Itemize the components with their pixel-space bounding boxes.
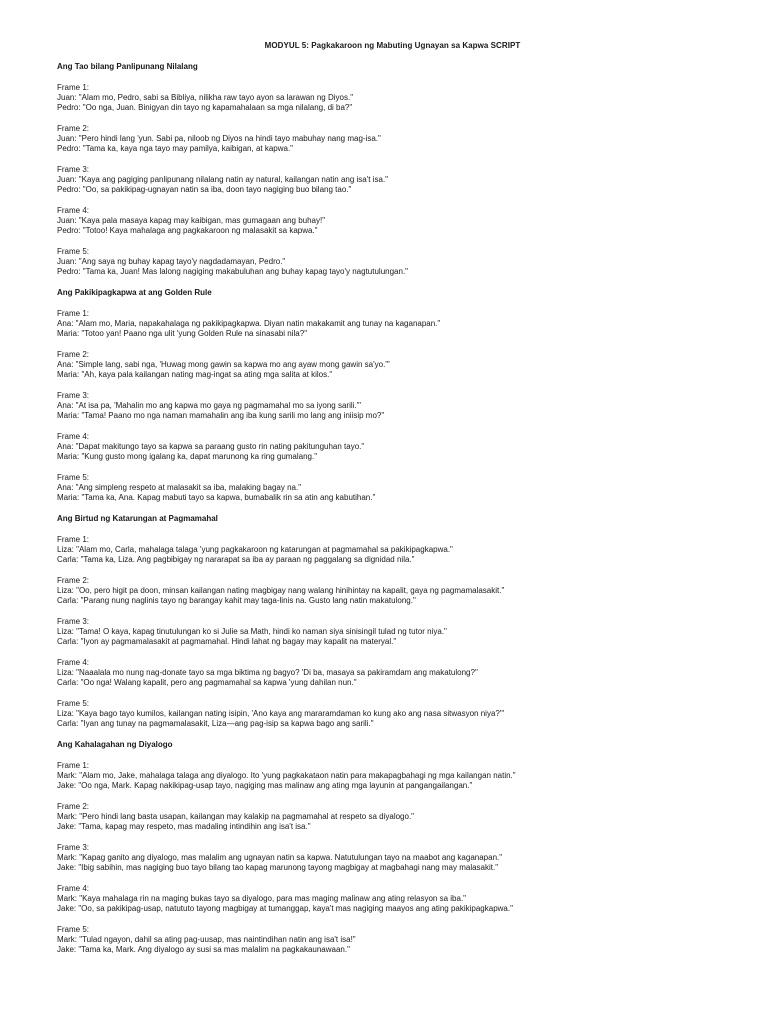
frame-label: Frame 1:: [57, 535, 90, 544]
dialogue-line: Jake: "Tama ka, Mark. Ang diyalogo ay susi sa mas malalim na pagkakaunawaan.": [57, 945, 350, 954]
frame-label: Frame 4:: [57, 206, 90, 215]
dialogue-frame: [57, 617, 728, 647]
frame-label: Frame 2:: [57, 350, 90, 359]
dialogue-line: Ana: "Ang simpleng respeto at malasakit sa iba, malaking bagay na.": [57, 483, 302, 492]
frame-label: Frame 3:: [57, 843, 90, 852]
dialogue-line: Liza: "Naaalala mo nung nag-donate tayo sa mga biktima ng bagyo? 'Di ba, masaya sa pakiramdam ang makatulong?": [57, 668, 478, 677]
dialogue-line: Jake: "Tama, kapag may respeto, mas madaling intindihin ang isa't isa.": [57, 822, 311, 831]
dialogue-line: Maria: "Tama! Paano mo nga naman mamahalin ang iba kung sarili mo lang ang iniisip mo?": [57, 411, 385, 420]
dialogue-line: Ana: "At isa pa, 'Mahalin mo ang kapwa mo gaya ng pagmamahal mo sa iyong sarili.'": [57, 401, 362, 410]
dialogue-line: Jake: "Oo, sa pakikipag-usap, natututo tayong magbigay at tumanggap, kaya't mas nagiging maayos ang ating pakikipagkapwa.": [57, 904, 513, 913]
dialogue-line: Mark: "Tulad ngayon, dahil sa ating pag-uusap, mas naintindihan natin ang isa't isa!": [57, 935, 356, 944]
dialogue-line: Ana: "Alam mo, Maria, napakahalaga ng pakikipagkapwa. Diyan natin makakamit ang tunay na kaganapan.": [57, 319, 441, 328]
dialogue-line: Carla: "Iyan ang tunay na pagmamalasakit, Liza—ang pag-isip sa kapwa bago ang sarili.": [57, 719, 374, 728]
frame-label: Frame 5:: [57, 473, 90, 482]
script-section: [57, 288, 728, 503]
dialogue-frame: [57, 576, 728, 606]
frame-label: Frame 2:: [57, 124, 90, 133]
dialogue-line: Carla: "Oo nga! Walang kapalit, pero ang pagmamahal sa kapwa 'yung dahilan nun.": [57, 678, 357, 687]
dialogue-frame: [57, 165, 728, 195]
frame-label: Frame 3:: [57, 391, 90, 400]
frame-label: Frame 3:: [57, 617, 90, 626]
dialogue-line: Carla: "Tama ka, Liza. Ang pagbibigay ng nararapat sa iba ay paraan ng paggalang sa dignidad nila.": [57, 555, 415, 564]
dialogue-frame: [57, 802, 728, 832]
dialogue-frame: [57, 843, 728, 873]
frame-label: Frame 5:: [57, 925, 90, 934]
dialogue-line: Ana: "Dapat makitungo tayo sa kapwa sa paraang gusto rin nating pakitunguhan tayo.": [57, 442, 365, 451]
dialogue-line: Jake: "Oo nga, Mark. Kapag nakikipag-usap tayo, nagiging mas malinaw ang ating mga layunin at pangangailangan.": [57, 781, 473, 790]
dialogue-line: Mark: "Kapag ganito ang diyalogo, mas malalim ang ugnayan natin sa kapwa. Natutulungan tayo na maabot ang kaganapan.": [57, 853, 503, 862]
dialogue-line: Ana: "Simple lang, sabi nga, 'Huwag mong gawin sa kapwa mo ang ayaw mong gawin sa'yo.'": [57, 360, 390, 369]
dialogue-frame: [57, 124, 728, 154]
dialogue-frame: [57, 535, 728, 565]
dialogue-line: Maria: "Tama ka, Ana. Kapag mabuti tayo sa kapwa, bumabalik rin sa atin ang kabutihan.": [57, 493, 376, 502]
frame-label: Frame 1:: [57, 83, 90, 92]
script-section: [57, 740, 728, 955]
dialogue-line: Maria: "Kung gusto mong igalang ka, dapat marunong ka ring gumalang.": [57, 452, 318, 461]
frame-label: Frame 1:: [57, 761, 90, 770]
dialogue-line: Pedro: "Oo nga, Juan. Binigyan din tayo ng kapamahalaan sa mga nilalang, di ba?": [57, 103, 353, 112]
frame-label: Frame 2:: [57, 576, 90, 585]
dialogue-frame: [57, 432, 728, 462]
dialogue-line: Jake: "Ibig sabihin, mas nagiging buo tayo bilang tao kapag marunong tayong magbigay at magbahagi nang may malasakit.": [57, 863, 499, 872]
dialogue-line: Mark: "Pero hindi lang basta usapan, kailangan may kalakip na pagmamahal at respeto sa diyalogo.": [57, 812, 415, 821]
dialogue-frame: [57, 473, 728, 503]
dialogue-line: Liza: "Alam mo, Carla, mahalaga talaga 'yung pagkakaroon ng katarungan at pagmamahal sa pakikipagkapwa.": [57, 545, 453, 554]
document-title: MODYUL 5: Pagkakaroon ng Mabuting Ugnayan sa Kapwa SCRIPT: [264, 41, 521, 50]
frame-label: Frame 1:: [57, 309, 90, 318]
dialogue-line: Mark: "Alam mo, Jake, mahalaga talaga ang diyalogo. Ito 'yung pagkakataon natin para makapagbahagi ng mga kailangan natin.": [57, 771, 516, 780]
section-heading: Ang Tao bilang Panlipunang Nilalang: [57, 62, 198, 71]
frame-label: Frame 2:: [57, 802, 90, 811]
dialogue-line: Maria: "Totoo yan! Paano nga ulit 'yung Golden Rule na sinasabi nila?": [57, 329, 308, 338]
dialogue-line: Juan: "Kaya ang pagiging panlipunang nilalang natin ay natural, kailangan natin ang isa't isa.": [57, 175, 389, 184]
frame-label: Frame 4:: [57, 884, 90, 893]
dialogue-line: Liza: "Oo, pero higit pa doon, minsan kailangan nating magbigay nang walang hinihintay na kapalit, gaya ng pagmamalasakit.": [57, 586, 505, 595]
dialogue-line: Liza: "Tama! O kaya, kapag tinutulungan ko si Julie sa Math, hindi ko naman siya sinisingil tulad ng tutor niya.": [57, 627, 447, 636]
dialogue-frame: [57, 761, 728, 791]
frame-label: Frame 4:: [57, 658, 90, 667]
script-section: [57, 514, 728, 729]
dialogue-frame: [57, 83, 728, 113]
dialogue-line: Juan: "Kaya pala masaya kapag may kaibigan, mas gumagaan ang buhay!": [57, 216, 326, 225]
dialogue-frame: [57, 699, 728, 729]
frame-label: Frame 4:: [57, 432, 90, 441]
dialogue-line: Mark: "Kaya mahalaga rin na maging bukas tayo sa diyalogo, para mas maging malinaw ang ating relasyon sa iba.": [57, 894, 467, 903]
script-section: [57, 62, 728, 277]
dialogue-line: Carla: "Iyon ay pagmamalasakit at pagmamahal. Hindi lahat ng bagay may kapalit na materyal.": [57, 637, 397, 646]
frame-label: Frame 5:: [57, 247, 90, 256]
dialogue-frame: [57, 206, 728, 236]
dialogue-line: Pedro: "Totoo! Kaya mahalaga ang pagkakaroon ng malasakit sa kapwa.": [57, 226, 318, 235]
dialogue-line: Carla: "Parang nung naglinis tayo ng barangay kahit may taga-linis na. Gusto lang natin makatulong.": [57, 596, 416, 605]
dialogue-line: Liza: "Kaya bago tayo kumilos, kailangan nating isipin, 'Ano kaya ang mararamdaman ko kung ako ang nasa sitwasyon niya?'": [57, 709, 505, 718]
section-heading: Ang Pakikipagkapwa at ang Golden Rule: [57, 288, 212, 297]
dialogue-line: Juan: "Alam mo, Pedro, sabi sa Bibliya, nilikha raw tayo ayon sa larawan ng Diyos.": [57, 93, 354, 102]
dialogue-line: Maria: "Ah, kaya pala kailangan nating mag-ingat sa ating mga salita at kilos.": [57, 370, 333, 379]
dialogue-line: Pedro: "Tama ka, kaya nga tayo may pamilya, kaibigan, at kapwa.": [57, 144, 294, 153]
frame-label: Frame 3:: [57, 165, 90, 174]
dialogue-frame: [57, 658, 728, 688]
dialogue-frame: [57, 391, 728, 421]
dialogue-line: Pedro: "Tama ka, Juan! Mas lalong nagiging makabuluhan ang buhay kapag tayo'y nagtutulungan.": [57, 267, 409, 276]
dialogue-frame: [57, 884, 728, 914]
dialogue-frame: [57, 309, 728, 339]
dialogue-line: Pedro: "Oo, sa pakikipag-ugnayan natin sa iba, doon tayo nagiging buo bilang tao.": [57, 185, 352, 194]
dialogue-line: Juan: "Ang saya ng buhay kapag tayo'y nagdadamayan, Pedro.": [57, 257, 286, 266]
dialogue-frame: [57, 350, 728, 380]
dialogue-frame: [57, 925, 728, 955]
section-heading: Ang Birtud ng Katarungan at Pagmamahal: [57, 514, 218, 523]
section-heading: Ang Kahalagahan ng Diyalogo: [57, 740, 173, 749]
frame-label: Frame 5:: [57, 699, 90, 708]
sections-container: [57, 62, 728, 955]
dialogue-frame: [57, 247, 728, 277]
dialogue-line: Juan: "Pero hindi lang 'yun. Sabi pa, niloob ng Diyos na hindi tayo mabuhay nang mag-isa.": [57, 134, 381, 143]
